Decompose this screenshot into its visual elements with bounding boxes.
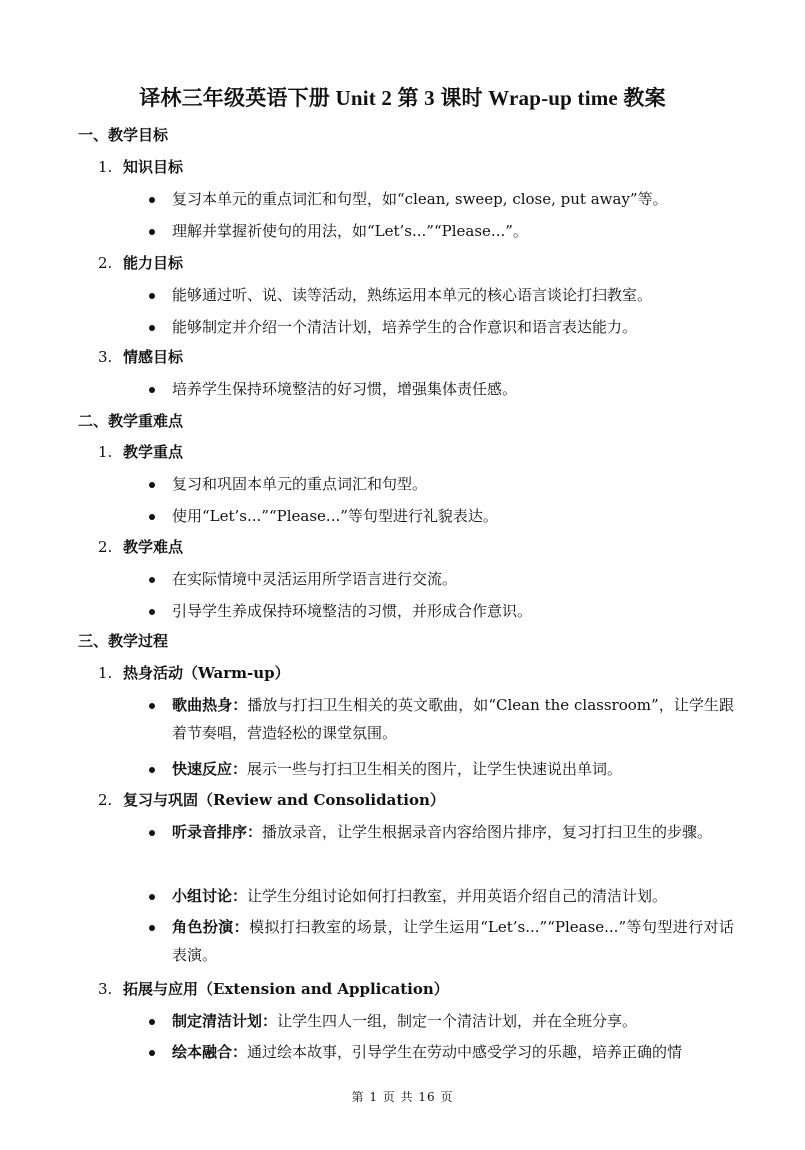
bullet-icon (149, 197, 155, 203)
subheading-difficulty (98, 536, 183, 558)
subheading-warm-up (98, 662, 290, 684)
list-item: 能够制定并介绍一个清洁计划，培养学生的合作意识和语言表达能力。 (172, 318, 638, 336)
bullet-icon (149, 703, 155, 709)
list-item: 理解并掌握祈使句的用法，如“Let’s...”“Please...”。 (172, 222, 528, 240)
item-text: 通过绘本故事，引导学生在劳动中感受学习的乐趣，培养正确的情 (247, 1043, 683, 1061)
list-number: 2. (98, 254, 113, 272)
bullet-icon (149, 767, 155, 773)
section-heading-objectives: 一、教学目标 (78, 126, 169, 144)
list-item: 复习和巩固本单元的重点词汇和句型。 (172, 475, 428, 493)
list-item (172, 758, 622, 780)
item-lead: 歌曲热身： (172, 696, 248, 714)
item-lead: 绘本融合： (172, 1043, 248, 1061)
subheading-label: 教学难点 (123, 538, 184, 556)
list-item: 使用“Let’s...”“Please...”等句型进行礼貌表达。 (172, 507, 498, 525)
section-heading-process: 三、教学过程 (78, 632, 169, 650)
bullet-icon (149, 325, 155, 331)
subheading-label: 热身活动（Warm-up） (123, 664, 290, 682)
document-title: 译林三年级英语下册 Unit 2 第 3 课时 Wrap-up time 教案 (139, 86, 666, 110)
list-item: 能够通过听、说、读等活动，熟练运用本单元的核心语言谈论打扫教室。 (172, 286, 653, 304)
bullet-icon (149, 229, 155, 235)
list-item (172, 818, 734, 846)
list-item: 培养学生保持环境整洁的好习惯，增强集体责任感。 (172, 380, 518, 398)
list-item (172, 885, 667, 907)
list-number: 2. (98, 538, 113, 556)
item-text: 展示一些与打扫卫生相关的图片，让学生快速说出单词。 (247, 760, 623, 778)
item-text: 让学生四人一组，制定一个清洁计划，并在全班分享。 (277, 1012, 638, 1030)
item-lead: 角色扮演： (172, 918, 250, 936)
item-lead: 听录音排序： (172, 823, 263, 841)
subheading-label: 情感目标 (123, 348, 184, 366)
list-item: 引导学生养成保持环境整洁的习惯，并形成合作意识。 (172, 602, 533, 620)
bullet-icon (149, 514, 155, 520)
list-number: 3. (98, 980, 113, 998)
subheading-review (98, 789, 445, 811)
item-lead: 快速反应： (172, 760, 248, 778)
list-item (172, 691, 734, 747)
bullet-icon (149, 1019, 155, 1025)
bullet-icon (149, 577, 155, 583)
list-number: 2. (98, 791, 113, 809)
subheading-ability (98, 252, 183, 274)
list-number: 1. (98, 443, 113, 461)
subheading-focus (98, 441, 183, 463)
item-text: 播放录音，让学生根据录音内容给图片排序，复习打扫卫生的步骤。 (262, 823, 713, 841)
page-footer: 第 1 页 共 16 页 (351, 1090, 454, 1104)
bullet-icon (149, 482, 155, 488)
subheading-label: 复习与巩固（Review and Consolidation） (123, 791, 445, 809)
bullet-icon (149, 609, 155, 615)
list-number: 1. (98, 158, 113, 176)
item-text: 播放与打扫卫生相关的英文歌曲，如“Clean the classroom”，让学生跟着节奏唱，营造轻松的课堂氛围。 (172, 696, 734, 742)
subheading-emotion (98, 346, 183, 368)
subheading-label: 教学重点 (123, 443, 184, 461)
item-text: 模拟打扫教室的场景，让学生运用“Let’s...”“Please...”等句型进行对话表演。 (172, 918, 734, 964)
bullet-icon (149, 925, 155, 931)
item-text: 让学生分组讨论如何打扫教室，并用英语介绍自己的清洁计划。 (247, 887, 668, 905)
subheading-label: 能力目标 (123, 254, 184, 272)
subheading-extension (98, 978, 449, 1000)
bullet-icon (149, 1050, 155, 1056)
list-item (172, 913, 734, 969)
list-number: 3. (98, 348, 113, 366)
item-lead: 小组讨论： (172, 887, 248, 905)
section-heading-key-points: 二、教学重难点 (78, 412, 184, 430)
subheading-knowledge (98, 156, 183, 178)
bullet-icon (149, 830, 155, 836)
list-number: 1. (98, 664, 113, 682)
subheading-label: 拓展与应用（Extension and Application） (123, 980, 449, 998)
list-item: 复习本单元的重点词汇和句型，如“clean, sweep, close, put away”等。 (172, 190, 668, 208)
list-item (172, 1010, 637, 1032)
list-item: 在实际情境中灵活运用所学语言进行交流。 (172, 570, 458, 588)
bullet-icon (149, 387, 155, 393)
bullet-icon (149, 894, 155, 900)
list-item (172, 1041, 682, 1063)
item-lead: 制定清洁计划： (172, 1012, 278, 1030)
subheading-label: 知识目标 (123, 158, 184, 176)
bullet-icon (149, 293, 155, 299)
